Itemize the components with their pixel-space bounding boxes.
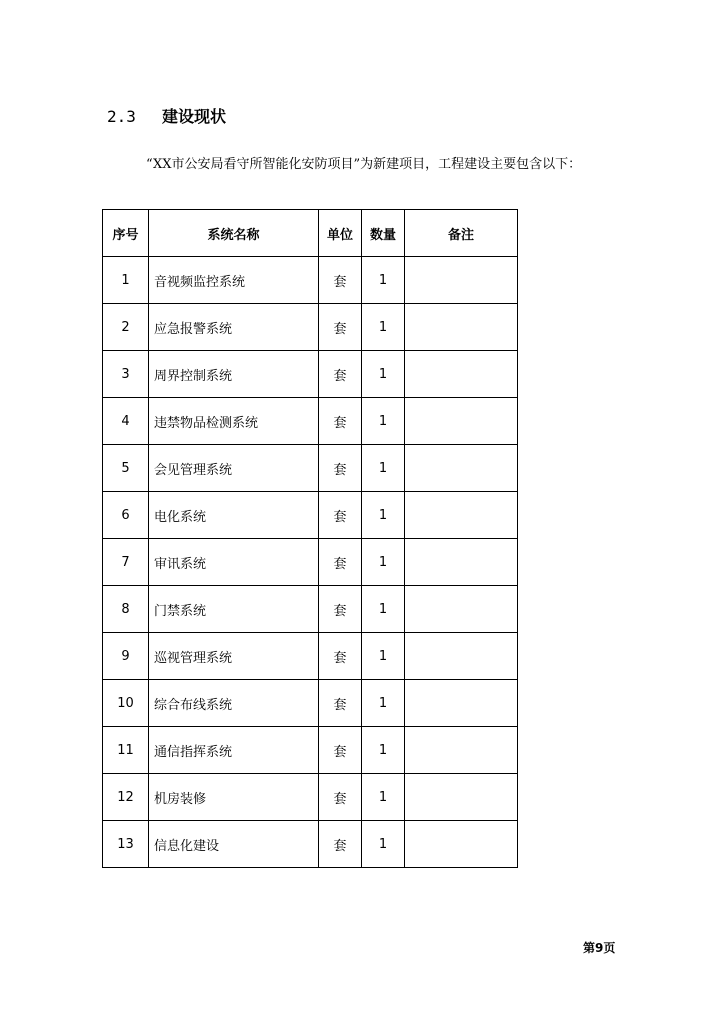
row-number: 5 — [103, 445, 149, 492]
table-row — [103, 727, 518, 774]
table-row — [103, 539, 518, 586]
row-number: 13 — [103, 821, 149, 868]
row-system-name: 综合布线系统 — [149, 680, 319, 727]
header-name: 系统名称 — [149, 210, 319, 257]
table-row — [103, 774, 518, 821]
row-system-name: 周界控制系统 — [149, 351, 319, 398]
row-number: 12 — [103, 774, 149, 821]
section-heading — [107, 104, 226, 127]
table-row — [103, 257, 518, 304]
table-row — [103, 586, 518, 633]
row-note — [405, 586, 518, 633]
row-system-name: 音视频监控系统 — [149, 257, 319, 304]
row-quantity: 1 — [362, 821, 405, 868]
section-title: 建设现状 — [162, 107, 227, 126]
row-number: 4 — [103, 398, 149, 445]
header-note: 备注 — [405, 210, 518, 257]
row-system-name: 电化系统 — [149, 492, 319, 539]
row-note — [405, 774, 518, 821]
table-row — [103, 398, 518, 445]
row-quantity: 1 — [362, 492, 405, 539]
row-number: 9 — [103, 633, 149, 680]
row-quantity: 1 — [362, 633, 405, 680]
row-system-name: 审讯系统 — [149, 539, 319, 586]
row-number: 8 — [103, 586, 149, 633]
row-unit: 套 — [319, 680, 362, 727]
table-row — [103, 445, 518, 492]
row-quantity: 1 — [362, 257, 405, 304]
row-quantity: 1 — [362, 586, 405, 633]
table-row — [103, 351, 518, 398]
row-unit: 套 — [319, 774, 362, 821]
row-number: 11 — [103, 727, 149, 774]
table-row — [103, 821, 518, 868]
table-row — [103, 680, 518, 727]
row-unit: 套 — [319, 492, 362, 539]
row-unit: 套 — [319, 586, 362, 633]
row-note — [405, 351, 518, 398]
row-note — [405, 304, 518, 351]
row-note — [405, 492, 518, 539]
row-quantity: 1 — [362, 445, 405, 492]
row-system-name: 应急报警系统 — [149, 304, 319, 351]
row-system-name: 机房装修 — [149, 774, 319, 821]
row-note — [405, 398, 518, 445]
row-note — [405, 257, 518, 304]
row-unit: 套 — [319, 445, 362, 492]
row-quantity: 1 — [362, 774, 405, 821]
row-note — [405, 445, 518, 492]
row-unit: 套 — [319, 304, 362, 351]
table-header-row — [103, 210, 518, 257]
row-system-name: 巡视管理系统 — [149, 633, 319, 680]
row-note — [405, 821, 518, 868]
row-note — [405, 539, 518, 586]
table-body — [103, 257, 518, 868]
row-unit: 套 — [319, 539, 362, 586]
header-unit: 单位 — [319, 210, 362, 257]
row-system-name: 通信指挥系统 — [149, 727, 319, 774]
row-quantity: 1 — [362, 351, 405, 398]
row-number: 10 — [103, 680, 149, 727]
row-number: 7 — [103, 539, 149, 586]
row-unit: 套 — [319, 727, 362, 774]
row-quantity: 1 — [362, 304, 405, 351]
row-unit: 套 — [319, 257, 362, 304]
row-unit: 套 — [319, 633, 362, 680]
row-number: 1 — [103, 257, 149, 304]
row-number: 6 — [103, 492, 149, 539]
row-quantity: 1 — [362, 680, 405, 727]
row-system-name: 门禁系统 — [149, 586, 319, 633]
table-row — [103, 492, 518, 539]
row-note — [405, 727, 518, 774]
header-qty: 数量 — [362, 210, 405, 257]
row-number: 2 — [103, 304, 149, 351]
row-unit: 套 — [319, 821, 362, 868]
section-number: 2.3 — [107, 107, 136, 126]
row-note — [405, 680, 518, 727]
intro-paragraph: “XX市公安局看守所智能化安防项目”为新建项目，工程建设主要包含以下： — [146, 157, 582, 172]
row-unit: 套 — [319, 351, 362, 398]
row-note — [405, 633, 518, 680]
page-number: 第9页 — [583, 941, 616, 955]
table-row — [103, 633, 518, 680]
header-no: 序号 — [103, 210, 149, 257]
row-number: 3 — [103, 351, 149, 398]
row-quantity: 1 — [362, 539, 405, 586]
row-quantity: 1 — [362, 398, 405, 445]
row-system-name: 违禁物品检测系统 — [149, 398, 319, 445]
row-system-name: 信息化建设 — [149, 821, 319, 868]
systems-table — [102, 209, 518, 868]
row-system-name: 会见管理系统 — [149, 445, 319, 492]
table-row — [103, 304, 518, 351]
row-unit: 套 — [319, 398, 362, 445]
row-quantity: 1 — [362, 727, 405, 774]
